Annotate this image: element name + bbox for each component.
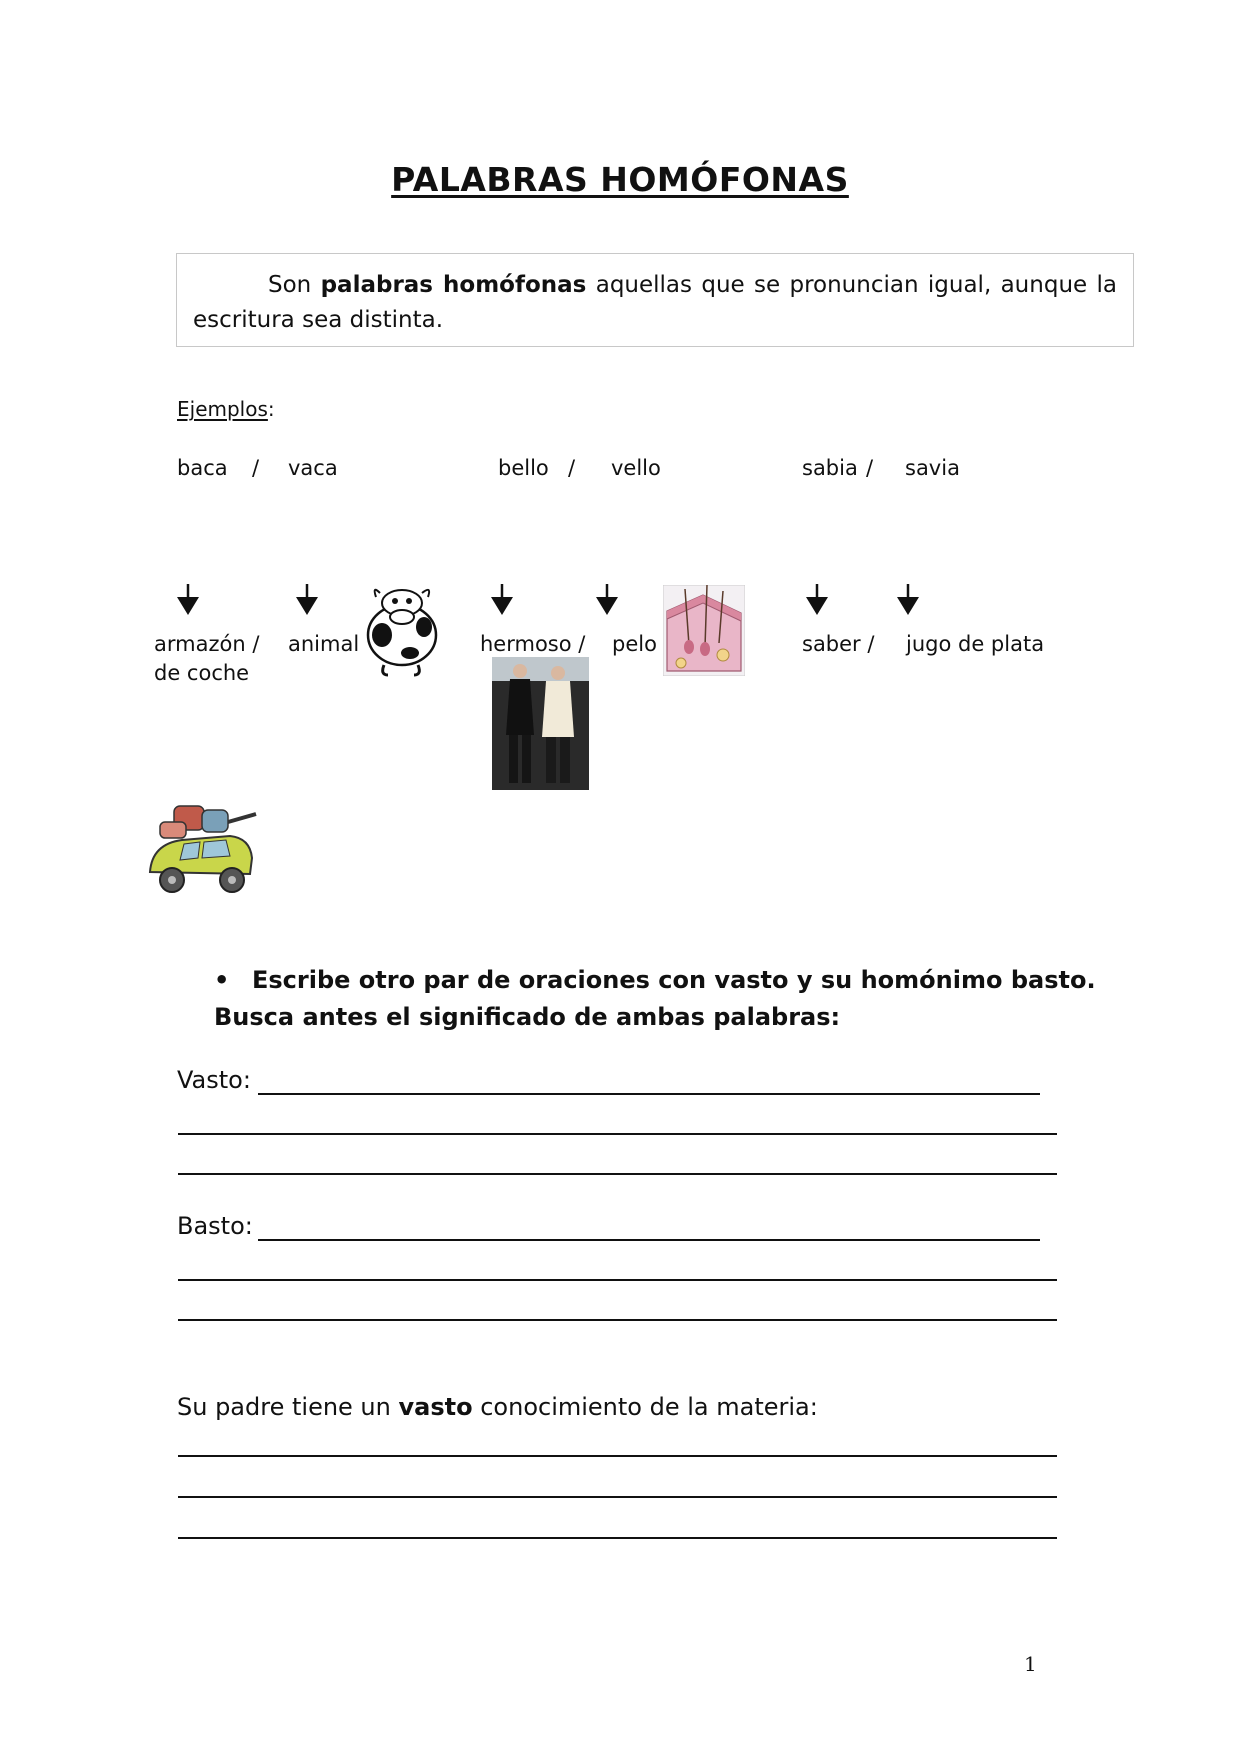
vasto-answer-line[interactable] (178, 1173, 1057, 1175)
pair-1-word-2: vaca (288, 456, 338, 480)
page-title: PALABRAS HOMÓFONAS (391, 160, 849, 199)
down-arrow-icon (896, 584, 920, 616)
sentence-keyword: vasto (398, 1393, 473, 1421)
pair-1-separator: / (252, 456, 260, 480)
pair-2-meaning-2: pelo (612, 632, 657, 656)
definition-box (176, 253, 1134, 347)
cow-image (362, 583, 444, 679)
pair-2-word-2: vello (611, 456, 661, 480)
pair-3-word-2: savia (905, 456, 960, 480)
basto-label: Basto: (177, 1212, 253, 1240)
pair-3-separator: / (866, 456, 874, 480)
pair-1-word-1: baca (177, 456, 228, 480)
down-arrow-icon (176, 584, 200, 616)
sentence-answer-line[interactable] (178, 1537, 1057, 1539)
sentence-answer-line[interactable] (178, 1455, 1057, 1457)
definition-lead: Son (268, 272, 312, 298)
page-number: 1 (1024, 1652, 1037, 1676)
car-roof-rack-image (138, 800, 268, 900)
runway-models-image (492, 657, 589, 790)
pair-2-word-1: bello (498, 456, 549, 480)
pair-3-meaning-2: jugo de plata (906, 632, 1045, 656)
pair-1-meaning-1-cont: de coche (154, 661, 250, 685)
definition-term: palabras homófonas (320, 272, 587, 298)
basto-answer-line[interactable] (258, 1239, 1040, 1241)
pair-2-separator: / (568, 456, 576, 480)
bullet: • (214, 966, 230, 994)
basto-answer-line[interactable] (178, 1279, 1057, 1281)
vasto-answer-line[interactable] (258, 1093, 1040, 1095)
down-arrow-icon (805, 584, 829, 616)
sentence-answer-line[interactable] (178, 1496, 1057, 1498)
down-arrow-icon (490, 584, 514, 616)
down-arrow-icon (595, 584, 619, 616)
skin-hair-image (663, 585, 745, 676)
examples-label: Ejemplos: (177, 397, 275, 421)
pair-1-meaning-2: animal (288, 632, 360, 656)
basto-answer-line[interactable] (178, 1319, 1057, 1321)
example-sentence: Su padre tiene un vasto conocimiento de la materia: (177, 1393, 818, 1421)
vasto-answer-line[interactable] (178, 1133, 1057, 1135)
instruction-line-1: Escribe otro par de oraciones con vasto y su homónimo basto. (252, 966, 1096, 994)
vasto-label: Vasto: (177, 1066, 251, 1094)
pair-2-meaning-1: hermoso / (480, 632, 586, 656)
pair-3-meaning-1: saber / (802, 632, 875, 656)
down-arrow-icon (295, 584, 319, 616)
pair-1-meaning-1: armazón / (154, 632, 260, 656)
instruction-line-2: Busca antes el significado de ambas palabras: (214, 1003, 841, 1031)
exercise-instruction (214, 962, 1114, 1036)
pair-3-word-1: sabia (802, 456, 858, 480)
definition-text: aquellas que se pronuncian igual, aunque la escritura sea distinta. (193, 272, 1117, 333)
